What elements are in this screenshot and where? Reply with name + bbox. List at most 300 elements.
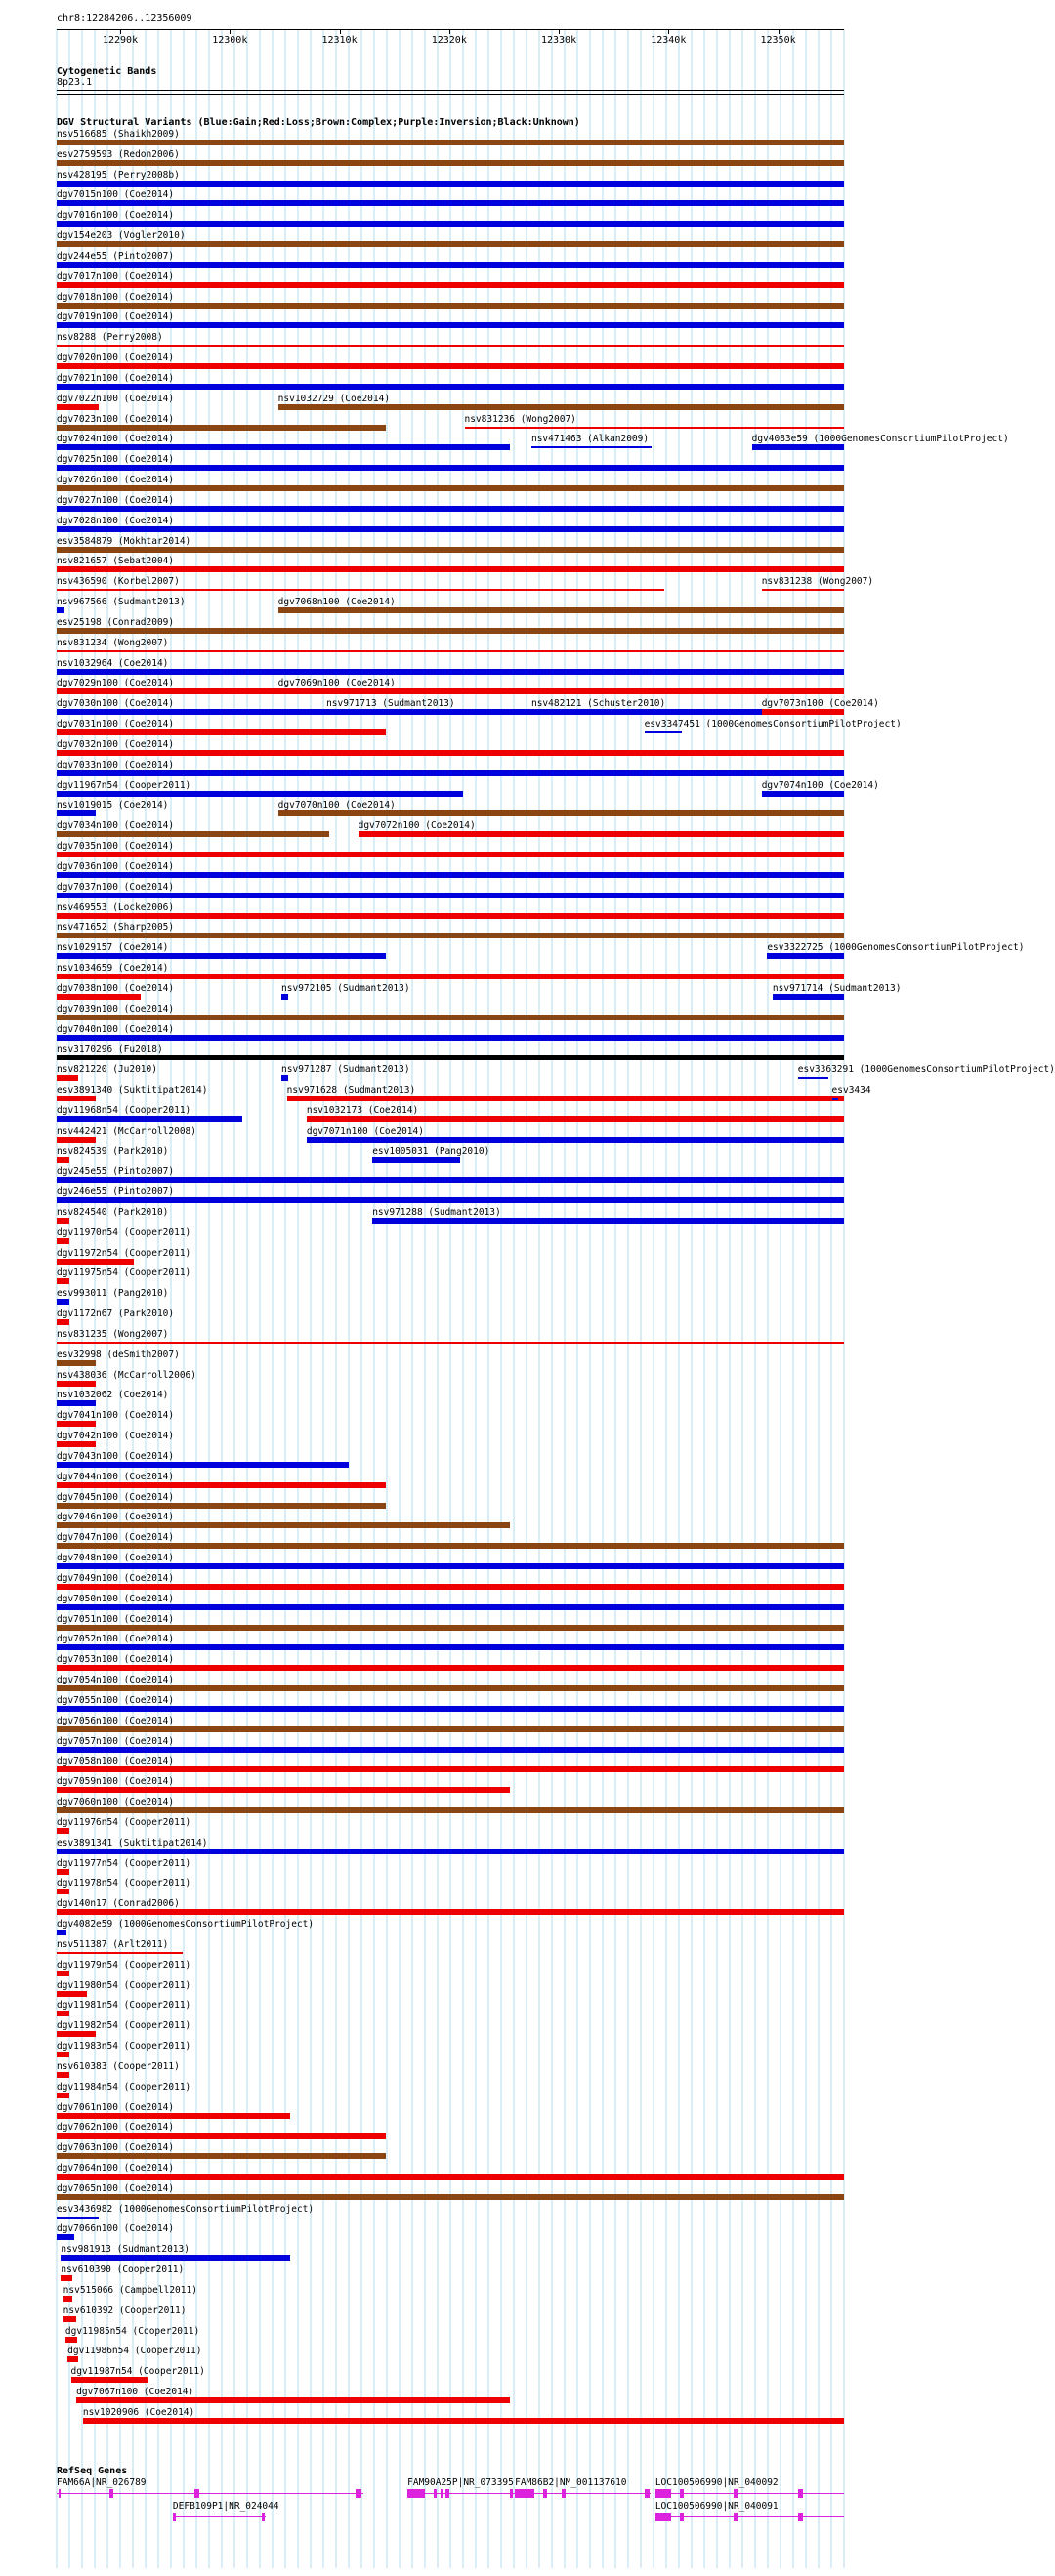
gene-exon[interactable] xyxy=(734,2513,738,2521)
variant-label[interactable]: dgv244e55 (Pinto2007) xyxy=(57,250,175,262)
variant-bar[interactable] xyxy=(57,669,844,675)
variant-label[interactable]: esv3347451 (1000GenomesConsortiumPilotProject) xyxy=(644,719,902,730)
variant-label[interactable]: dgv154e203 (Vogler2010) xyxy=(57,230,186,242)
variant-label[interactable]: esv3363291 (1000GenomesConsortiumPilotProject) xyxy=(797,1064,1055,1076)
variant-bar[interactable] xyxy=(61,2255,290,2261)
variant-label[interactable]: nsv442421 (McCarroll2008) xyxy=(57,1125,196,1137)
gene-exon[interactable] xyxy=(655,2489,671,2498)
variant-bar[interactable] xyxy=(57,241,844,247)
variant-label[interactable]: nsv971713 (Sudmant2013) xyxy=(326,698,455,710)
gene-exon[interactable] xyxy=(798,2489,804,2498)
variant-label[interactable]: nsv610383 (Cooper2011) xyxy=(57,2060,180,2072)
variant-label[interactable]: dgv7016n100 (Coe2014) xyxy=(57,210,175,222)
variant-bar[interactable] xyxy=(57,1075,78,1081)
variant-bar[interactable] xyxy=(57,140,844,145)
variant-label[interactable]: dgv11976n54 (Cooper2011) xyxy=(57,1816,191,1828)
variant-label[interactable]: dgv11981n54 (Cooper2011) xyxy=(57,2000,191,2012)
variant-bar[interactable] xyxy=(57,852,844,857)
variant-label[interactable]: dgv7040n100 (Coe2014) xyxy=(57,1023,175,1035)
variant-label[interactable]: dgv7069n100 (Coe2014) xyxy=(277,678,396,689)
variant-bar[interactable] xyxy=(57,953,386,959)
variant-label[interactable]: dgv7030n100 (Coe2014) xyxy=(57,698,175,710)
variant-label[interactable]: dgv7052n100 (Coe2014) xyxy=(57,1634,175,1645)
variant-label[interactable]: dgv7023n100 (Coe2014) xyxy=(57,413,175,425)
variant-bar[interactable] xyxy=(372,1218,844,1224)
variant-label[interactable]: dgv7073n100 (Coe2014) xyxy=(761,698,879,710)
variant-bar[interactable] xyxy=(76,2397,509,2403)
variant-label[interactable]: dgv7043n100 (Coe2014) xyxy=(57,1450,175,1462)
variant-label[interactable]: esv3584879 (Mokhtar2014) xyxy=(57,535,191,547)
variant-bar[interactable] xyxy=(57,526,844,532)
gene-exon[interactable] xyxy=(734,2489,738,2498)
variant-bar[interactable] xyxy=(57,384,844,390)
variant-label[interactable]: esv3434 xyxy=(831,1085,871,1096)
gene-exon[interactable] xyxy=(680,2513,684,2521)
variant-bar[interactable] xyxy=(57,200,844,206)
variant-label[interactable]: dgv11967n54 (Cooper2011) xyxy=(57,779,191,791)
variant-bar[interactable] xyxy=(71,2377,148,2383)
variant-bar[interactable] xyxy=(57,1503,386,1509)
variant-bar[interactable] xyxy=(57,628,844,634)
variant-bar[interactable] xyxy=(57,893,844,898)
variant-bar[interactable] xyxy=(57,1197,844,1203)
gene-exon[interactable] xyxy=(173,2513,176,2521)
variant-label[interactable]: esv25198 (Conrad2009) xyxy=(57,616,175,628)
variant-bar[interactable] xyxy=(57,1319,69,1325)
variant-label[interactable]: dgv7028n100 (Coe2014) xyxy=(57,515,175,526)
variant-bar[interactable] xyxy=(57,1055,844,1060)
variant-bar[interactable] xyxy=(57,1543,844,1549)
variant-bar[interactable] xyxy=(57,1096,96,1101)
variant-bar[interactable] xyxy=(57,1400,96,1406)
variant-bar[interactable] xyxy=(278,688,844,694)
gene-exon[interactable] xyxy=(407,2489,425,2498)
variant-bar[interactable] xyxy=(531,446,652,448)
variant-bar[interactable] xyxy=(57,2234,74,2240)
gene-exon[interactable] xyxy=(798,2513,804,2521)
variant-label[interactable]: dgv11979n54 (Cooper2011) xyxy=(57,1959,191,1971)
variant-bar[interactable] xyxy=(798,1077,828,1079)
variant-label[interactable]: dgv11985n54 (Cooper2011) xyxy=(64,2325,200,2337)
variant-label[interactable]: nsv821657 (Sebat2004) xyxy=(57,556,175,567)
variant-bar[interactable] xyxy=(57,1930,66,1935)
variant-label[interactable]: dgv1172n67 (Park2010) xyxy=(57,1309,175,1320)
variant-bar[interactable] xyxy=(57,262,844,268)
variant-label[interactable]: dgv7015n100 (Coe2014) xyxy=(57,189,175,201)
gene-intron-line[interactable] xyxy=(57,2493,363,2494)
variant-label[interactable]: dgv11968n54 (Cooper2011) xyxy=(57,1104,191,1116)
variant-bar[interactable] xyxy=(57,1278,69,1284)
variant-label[interactable]: nsv1020906 (Coe2014) xyxy=(82,2406,195,2418)
variant-label[interactable]: dgv11972n54 (Cooper2011) xyxy=(57,1247,191,1259)
variant-bar[interactable] xyxy=(57,1747,844,1753)
variant-bar[interactable] xyxy=(57,872,844,878)
variant-label[interactable]: dgv11987n54 (Cooper2011) xyxy=(70,2366,205,2378)
variant-bar[interactable] xyxy=(57,1441,96,1447)
variant-bar[interactable] xyxy=(57,831,329,837)
variant-bar[interactable] xyxy=(57,2133,386,2139)
variant-label[interactable]: esv1005031 (Pang2010) xyxy=(372,1145,490,1157)
variant-label[interactable]: esv3436982 (1000GenomesConsortiumPilotProject) xyxy=(57,2203,315,2215)
variant-bar[interactable] xyxy=(67,2356,78,2362)
variant-label[interactable]: dgv11980n54 (Cooper2011) xyxy=(57,1979,191,1991)
gene-label[interactable]: FAM66A|NR_026789 xyxy=(57,2477,147,2488)
variant-label[interactable]: dgv7022n100 (Coe2014) xyxy=(57,393,175,404)
variant-label[interactable]: dgv7024n100 (Coe2014) xyxy=(57,434,175,445)
variant-label[interactable]: nsv831238 (Wong2007) xyxy=(761,576,874,588)
variant-label[interactable]: nsv971287 (Sudmant2013) xyxy=(281,1064,410,1076)
variant-bar[interactable] xyxy=(57,1482,386,1488)
variant-bar[interactable] xyxy=(57,589,664,591)
variant-label[interactable]: esv2759593 (Redon2006) xyxy=(57,148,180,160)
variant-label[interactable]: nsv821220 (Ju2010) xyxy=(57,1064,157,1076)
variant-label[interactable]: nsv1032964 (Coe2014) xyxy=(57,657,169,669)
variant-bar[interactable] xyxy=(83,2418,844,2424)
variant-label[interactable]: dgv7036n100 (Coe2014) xyxy=(57,860,175,872)
variant-label[interactable]: dgv7074n100 (Coe2014) xyxy=(761,779,879,791)
variant-bar[interactable] xyxy=(57,1807,844,1813)
variant-label[interactable]: nsv3170296 (Fu2018) xyxy=(57,1044,163,1056)
variant-label[interactable]: dgv7042n100 (Coe2014) xyxy=(57,1431,175,1442)
variant-label[interactable]: dgv7072n100 (Coe2014) xyxy=(358,820,476,832)
variant-bar[interactable] xyxy=(57,1991,87,1997)
variant-label[interactable]: dgv7033n100 (Coe2014) xyxy=(57,759,175,770)
variant-bar[interactable] xyxy=(57,994,141,1000)
gene-exon[interactable] xyxy=(262,2513,265,2521)
variant-bar[interactable] xyxy=(57,607,64,613)
variant-bar[interactable] xyxy=(57,1421,96,1427)
variant-label[interactable]: dgv7032n100 (Coe2014) xyxy=(57,738,175,750)
variant-label[interactable]: dgv11986n54 (Cooper2011) xyxy=(67,2346,202,2357)
variant-bar[interactable] xyxy=(57,1584,844,1590)
gene-exon[interactable] xyxy=(445,2489,448,2498)
variant-bar[interactable] xyxy=(57,322,844,328)
variant-bar[interactable] xyxy=(832,1098,839,1100)
gene-exon[interactable] xyxy=(194,2489,198,2498)
variant-label[interactable]: dgv7054n100 (Coe2014) xyxy=(57,1675,175,1686)
variant-label[interactable]: dgv7058n100 (Coe2014) xyxy=(57,1756,175,1767)
variant-bar[interactable] xyxy=(57,974,844,979)
variant-bar[interactable] xyxy=(57,1787,510,1793)
variant-bar[interactable] xyxy=(57,2153,386,2159)
variant-label[interactable]: nsv967566 (Sudmant2013) xyxy=(57,597,186,608)
variant-label[interactable]: dgv7025n100 (Coe2014) xyxy=(57,454,175,466)
variant-label[interactable]: dgv7026n100 (Coe2014) xyxy=(57,475,175,486)
gene-label[interactable]: FAM90A25P|NR_073395 xyxy=(407,2477,514,2488)
variant-bar[interactable] xyxy=(57,1522,510,1528)
variant-label[interactable]: esv32998 (deSmith2007) xyxy=(57,1349,180,1360)
variant-bar[interactable] xyxy=(63,2316,76,2322)
variant-label[interactable]: nsv511387 (Arlt2011) xyxy=(57,1938,169,1950)
variant-bar[interactable] xyxy=(57,1238,69,1244)
variant-label[interactable]: nsv1032173 (Coe2014) xyxy=(306,1104,419,1116)
variant-bar[interactable] xyxy=(57,650,844,652)
variant-bar[interactable] xyxy=(762,589,844,591)
variant-label[interactable]: esv3891340 (Suktitipat2014) xyxy=(57,1085,208,1096)
gene-label[interactable]: FAM86B2|NM_001137610 xyxy=(515,2477,627,2488)
variant-bar[interactable] xyxy=(281,994,288,1000)
gene-exon[interactable] xyxy=(510,2489,513,2498)
variant-label[interactable]: dgv7065n100 (Coe2014) xyxy=(57,2182,175,2194)
variant-bar[interactable] xyxy=(57,465,844,471)
variant-label[interactable]: nsv515066 (Campbell2011) xyxy=(63,2284,197,2296)
variant-label[interactable]: nsv436590 (Korbel2007) xyxy=(57,576,180,588)
variant-bar[interactable] xyxy=(762,709,844,715)
variant-label[interactable]: nsv516685 (Shaikh2009) xyxy=(57,129,180,140)
variant-bar[interactable] xyxy=(645,731,682,733)
gene-exon[interactable] xyxy=(109,2489,113,2498)
variant-bar[interactable] xyxy=(57,1218,69,1224)
variant-label[interactable]: dgv7041n100 (Coe2014) xyxy=(57,1410,175,1422)
variant-bar[interactable] xyxy=(57,1116,242,1122)
variant-bar[interactable] xyxy=(359,831,844,837)
variant-label[interactable]: dgv11978n54 (Cooper2011) xyxy=(57,1878,191,1890)
variant-label[interactable]: dgv7035n100 (Coe2014) xyxy=(57,841,175,852)
variant-bar[interactable] xyxy=(57,404,99,410)
gene-exon[interactable] xyxy=(434,2489,437,2498)
variant-bar[interactable] xyxy=(57,1177,844,1183)
variant-label[interactable]: dgv7053n100 (Coe2014) xyxy=(57,1654,175,1666)
variant-bar[interactable] xyxy=(57,282,844,288)
variant-label[interactable]: nsv610392 (Cooper2011) xyxy=(63,2305,187,2316)
variant-label[interactable]: dgv7044n100 (Coe2014) xyxy=(57,1471,175,1482)
variant-bar[interactable] xyxy=(773,994,844,1000)
variant-bar[interactable] xyxy=(57,1849,844,1854)
variant-bar[interactable] xyxy=(57,2052,69,2057)
variant-bar[interactable] xyxy=(465,427,844,429)
variant-label[interactable]: dgv11982n54 (Cooper2011) xyxy=(57,2020,191,2032)
variant-label[interactable]: dgv7039n100 (Coe2014) xyxy=(57,1003,175,1015)
variant-label[interactable]: esv3891341 (Suktitipat2014) xyxy=(57,1837,208,1849)
variant-bar[interactable] xyxy=(57,1869,69,1875)
gene-exon[interactable] xyxy=(543,2489,546,2498)
variant-label[interactable]: nsv428195 (Perry2008b) xyxy=(57,169,180,181)
variant-bar[interactable] xyxy=(57,1015,844,1020)
variant-bar[interactable] xyxy=(57,1462,349,1468)
variant-bar[interactable] xyxy=(57,791,463,797)
variant-label[interactable]: dgv7050n100 (Coe2014) xyxy=(57,1593,175,1604)
variant-label[interactable]: dgv7059n100 (Coe2014) xyxy=(57,1776,175,1788)
variant-label[interactable]: esv3322725 (1000GenomesConsortiumPilotProject) xyxy=(767,942,1025,954)
variant-bar[interactable] xyxy=(57,1259,134,1265)
variant-label[interactable]: dgv7048n100 (Coe2014) xyxy=(57,1553,175,1564)
variant-label[interactable]: dgv7037n100 (Coe2014) xyxy=(57,881,175,893)
variant-label[interactable]: dgv11977n54 (Cooper2011) xyxy=(57,1857,191,1869)
variant-label[interactable]: dgv7047n100 (Coe2014) xyxy=(57,1532,175,1544)
variant-label[interactable]: dgv7027n100 (Coe2014) xyxy=(57,494,175,506)
variant-label[interactable]: dgv7057n100 (Coe2014) xyxy=(57,1735,175,1747)
variant-bar[interactable] xyxy=(57,913,844,919)
gene-label[interactable]: LOC100506990|NR_040092 xyxy=(654,2477,779,2488)
variant-label[interactable]: nsv469553 (Locke2006) xyxy=(57,901,175,913)
variant-bar[interactable] xyxy=(57,729,386,735)
variant-label[interactable]: nsv831235 (Wong2007) xyxy=(57,1328,169,1340)
variant-label[interactable]: dgv11983n54 (Cooper2011) xyxy=(57,2041,191,2053)
variant-bar[interactable] xyxy=(57,1685,844,1691)
variant-label[interactable]: dgv7055n100 (Coe2014) xyxy=(57,1694,175,1706)
variant-bar[interactable] xyxy=(57,2093,69,2098)
variant-bar[interactable] xyxy=(57,1909,844,1915)
variant-label[interactable]: dgv7062n100 (Coe2014) xyxy=(57,2122,175,2134)
gene-exon[interactable] xyxy=(356,2489,361,2498)
variant-bar[interactable] xyxy=(57,1706,844,1712)
variant-bar[interactable] xyxy=(65,2337,77,2343)
gene-label[interactable]: DEFB109P1|NR_024044 xyxy=(172,2501,279,2512)
variant-bar[interactable] xyxy=(752,444,844,450)
gene-intron-line[interactable] xyxy=(515,2493,651,2494)
variant-bar[interactable] xyxy=(57,1604,844,1610)
gene-exon[interactable] xyxy=(655,2513,671,2521)
variant-bar[interactable] xyxy=(57,2072,69,2078)
variant-label[interactable]: nsv824540 (Park2010) xyxy=(57,1206,169,1218)
variant-label[interactable]: dgv7061n100 (Coe2014) xyxy=(57,2101,175,2113)
gene-exon[interactable] xyxy=(680,2489,684,2498)
variant-bar[interactable] xyxy=(307,1137,844,1143)
variant-bar[interactable] xyxy=(57,750,844,756)
variant-label[interactable]: dgv7018n100 (Coe2014) xyxy=(57,291,175,303)
variant-label[interactable]: dgv7019n100 (Coe2014) xyxy=(57,312,175,323)
variant-bar[interactable] xyxy=(57,1726,844,1732)
gene-exon[interactable] xyxy=(441,2489,443,2498)
variant-bar[interactable] xyxy=(767,953,844,959)
variant-label[interactable]: dgv7060n100 (Coe2014) xyxy=(57,1797,175,1808)
variant-label[interactable]: dgv7070n100 (Coe2014) xyxy=(277,800,396,811)
variant-label[interactable]: nsv482121 (Schuster2010) xyxy=(530,698,666,710)
variant-label[interactable]: nsv1034659 (Coe2014) xyxy=(57,963,169,975)
variant-label[interactable]: dgv7045n100 (Coe2014) xyxy=(57,1491,175,1503)
variant-label[interactable]: dgv11984n54 (Cooper2011) xyxy=(57,2081,191,2093)
variant-label[interactable]: dgv7056n100 (Coe2014) xyxy=(57,1715,175,1726)
variant-label[interactable]: nsv972105 (Sudmant2013) xyxy=(281,982,410,994)
variant-label[interactable]: dgv7034n100 (Coe2014) xyxy=(57,820,175,832)
variant-bar[interactable] xyxy=(57,2113,290,2119)
variant-bar[interactable] xyxy=(57,1828,69,1834)
variant-label[interactable]: nsv438036 (McCarroll2006) xyxy=(57,1369,196,1381)
variant-bar[interactable] xyxy=(57,933,844,938)
gene-exon[interactable] xyxy=(59,2489,61,2498)
variant-bar[interactable] xyxy=(57,1766,844,1772)
variant-label[interactable]: dgv7064n100 (Coe2014) xyxy=(57,2163,175,2174)
variant-bar[interactable] xyxy=(57,444,510,450)
variant-label[interactable]: dgv7071n100 (Coe2014) xyxy=(306,1125,424,1137)
variant-bar[interactable] xyxy=(57,1360,96,1366)
variant-bar[interactable] xyxy=(57,160,844,166)
variant-label[interactable]: dgv7031n100 (Coe2014) xyxy=(57,719,175,730)
variant-bar[interactable] xyxy=(61,2275,71,2281)
variant-bar[interactable] xyxy=(57,2217,99,2219)
variant-label[interactable]: dgv7066n100 (Coe2014) xyxy=(57,2223,175,2235)
variant-bar[interactable] xyxy=(57,1035,844,1041)
variant-bar[interactable] xyxy=(278,607,844,613)
variant-bar[interactable] xyxy=(762,791,844,797)
variant-label[interactable]: nsv971288 (Sudmant2013) xyxy=(372,1206,501,1218)
variant-bar[interactable] xyxy=(57,566,844,572)
variant-label[interactable]: dgv7051n100 (Coe2014) xyxy=(57,1613,175,1625)
variant-label[interactable]: dgv140n17 (Conrad2006) xyxy=(57,1898,180,1910)
variant-bar[interactable] xyxy=(372,1157,460,1163)
variant-bar[interactable] xyxy=(57,1137,96,1143)
variant-label[interactable]: nsv981913 (Sudmant2013) xyxy=(61,2244,190,2256)
variant-bar[interactable] xyxy=(57,363,844,369)
variant-bar[interactable] xyxy=(57,810,96,816)
variant-label[interactable]: nsv831236 (Wong2007) xyxy=(464,413,576,425)
variant-label[interactable]: nsv831234 (Wong2007) xyxy=(57,637,169,648)
variant-bar[interactable] xyxy=(57,2031,96,2037)
variant-label[interactable]: dgv245e55 (Pinto2007) xyxy=(57,1166,175,1178)
variant-bar[interactable] xyxy=(57,425,386,431)
variant-bar[interactable] xyxy=(57,2174,844,2180)
variant-bar[interactable] xyxy=(57,2011,69,2016)
variant-label[interactable]: dgv7068n100 (Coe2014) xyxy=(277,597,396,608)
variant-bar[interactable] xyxy=(57,1381,96,1387)
variant-label[interactable]: dgv7021n100 (Coe2014) xyxy=(57,372,175,384)
variant-label[interactable]: dgv7067n100 (Coe2014) xyxy=(76,2387,194,2398)
variant-label[interactable]: nsv1029157 (Coe2014) xyxy=(57,942,169,954)
variant-label[interactable]: dgv4082e59 (1000GenomesConsortiumPilotProject) xyxy=(57,1919,315,1931)
variant-bar[interactable] xyxy=(57,770,844,776)
variant-bar[interactable] xyxy=(63,2296,72,2302)
variant-label[interactable]: dgv7020n100 (Coe2014) xyxy=(57,353,175,364)
variant-label[interactable]: nsv8288 (Perry2008) xyxy=(57,332,163,344)
variant-label[interactable]: nsv1032729 (Coe2014) xyxy=(277,393,391,404)
variant-bar[interactable] xyxy=(278,810,844,816)
gene-label[interactable]: LOC100506990|NR_040091 xyxy=(654,2501,779,2512)
variant-bar[interactable] xyxy=(57,1644,844,1650)
variant-bar[interactable] xyxy=(57,221,844,227)
variant-label[interactable]: nsv971714 (Sudmant2013) xyxy=(772,982,902,994)
variant-bar[interactable] xyxy=(57,345,844,347)
variant-label[interactable]: nsv471463 (Alkan2009) xyxy=(530,434,650,445)
variant-bar[interactable] xyxy=(57,1625,844,1631)
variant-bar[interactable] xyxy=(57,1665,844,1671)
variant-bar[interactable] xyxy=(57,506,844,512)
gene-intron-line[interactable] xyxy=(173,2516,266,2517)
variant-bar[interactable] xyxy=(57,303,844,309)
variant-bar[interactable] xyxy=(57,1563,844,1569)
variant-bar[interactable] xyxy=(278,404,844,410)
variant-label[interactable]: nsv1019015 (Coe2014) xyxy=(57,800,169,811)
variant-bar[interactable] xyxy=(57,1299,69,1305)
variant-label[interactable]: dgv7029n100 (Coe2014) xyxy=(57,678,175,689)
variant-label[interactable]: nsv824539 (Park2010) xyxy=(57,1145,169,1157)
variant-label[interactable]: nsv610390 (Cooper2011) xyxy=(61,2264,185,2276)
variant-bar[interactable] xyxy=(57,485,844,491)
variant-label[interactable]: dgv7038n100 (Coe2014) xyxy=(57,982,175,994)
variant-bar[interactable] xyxy=(57,2194,844,2200)
variant-label[interactable]: dgv7049n100 (Coe2014) xyxy=(57,1572,175,1584)
gene-exon[interactable] xyxy=(645,2489,651,2498)
variant-bar[interactable] xyxy=(307,1116,844,1122)
variant-bar[interactable] xyxy=(57,1971,69,1976)
variant-label[interactable]: nsv471652 (Sharp2005) xyxy=(57,922,175,934)
variant-bar[interactable] xyxy=(57,1342,844,1344)
variant-bar[interactable] xyxy=(57,1889,69,1894)
variant-label[interactable]: dgv7063n100 (Coe2014) xyxy=(57,2142,175,2154)
variant-label[interactable]: dgv7017n100 (Coe2014) xyxy=(57,270,175,282)
variant-label[interactable]: dgv4083e59 (1000GenomesConsortiumPilotProject) xyxy=(751,434,1009,445)
gene-exon[interactable] xyxy=(515,2489,534,2498)
variant-label[interactable]: nsv971628 (Sudmant2013) xyxy=(286,1085,416,1096)
variant-label[interactable]: dgv11975n54 (Cooper2011) xyxy=(57,1267,191,1279)
variant-bar[interactable] xyxy=(281,1075,288,1081)
variant-label[interactable]: esv993011 (Pang2010) xyxy=(57,1288,169,1300)
variant-label[interactable]: nsv1032062 (Coe2014) xyxy=(57,1390,169,1401)
variant-bar[interactable] xyxy=(287,1096,844,1101)
variant-bar[interactable] xyxy=(57,547,844,553)
variant-label[interactable]: dgv11970n54 (Cooper2011) xyxy=(57,1226,191,1238)
variant-bar[interactable] xyxy=(57,1157,69,1163)
variant-label[interactable]: dgv246e55 (Pinto2007) xyxy=(57,1186,175,1198)
